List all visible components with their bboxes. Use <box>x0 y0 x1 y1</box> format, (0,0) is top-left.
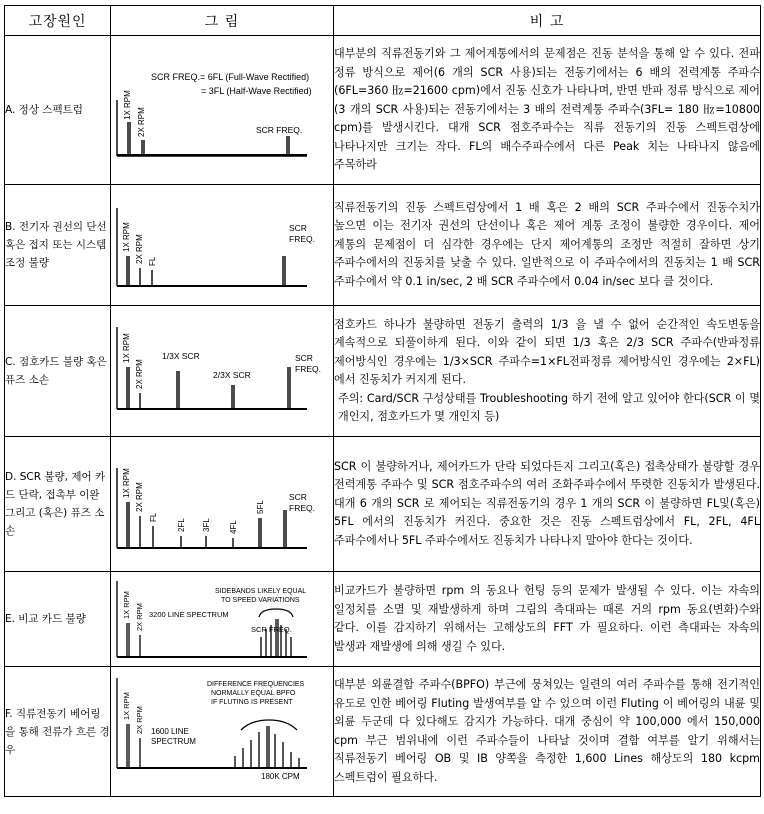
label-1x-rpm: 1X RPM <box>122 591 131 619</box>
figure-cell <box>111 667 334 797</box>
label-scr: SCR <box>289 223 307 233</box>
table-row <box>5 185 761 306</box>
spectrum-figure <box>111 40 333 180</box>
label-1x-rpm: 1X RPM <box>122 222 131 252</box>
label-2fl: 2FL <box>177 518 186 532</box>
label-1-3x-scr: 1/3X SCR <box>162 351 200 361</box>
spectrum-figure <box>111 307 333 435</box>
label-2x-rpm: 2X RPM <box>135 706 144 734</box>
label-2x-rpm: 2X RPM <box>135 603 144 631</box>
label-3fl: 3FL <box>202 518 211 532</box>
label-2-3x-scr: 2/3X SCR <box>213 370 251 380</box>
cause-cell: B. 전기자 권선의 단선 혹은 접지 또는 시스템 조정 불량 <box>5 185 111 306</box>
remark-cell <box>334 306 761 437</box>
spectrum-figure <box>111 186 333 304</box>
remark-cell: 대부분 외륜결함 주파수(BPFO) 부근에 뭉쳐있는 일련의 여러 주파수를 통해 전기적인 유도로 인한 베어링 Fluting 발생여부를 알 수 있으며 이런 Fluting 이 베어링의 내륜 및 외륜 두군데 다 있다해도 감지가 가능하다. 대개 중심이 약 100,000 에서 150,000 cpm 부근 범위내에 이런 주파수들이 나타날 것이며 결함 여부를 알기 위해서는 직류전동기 베어링 OB 및 IB 양쪽을 측정한 1,600 Lines 해상도의 180 kcpm 스펙트럼이 필요하다. <box>334 667 761 797</box>
figure-cell <box>111 572 334 667</box>
label-scr-freq: SCR FREQ. <box>256 125 303 135</box>
table-row <box>5 572 761 667</box>
label-1x-rpm: 1X RPM <box>122 333 131 363</box>
label-2x-rpm: 2X RPM <box>135 234 144 264</box>
header-cause: 고장원인 <box>5 6 111 36</box>
label-scr: SCR <box>289 492 307 502</box>
label-fl: FL <box>149 512 158 522</box>
spectrum-figure <box>111 438 333 570</box>
cause-cell: F. 직류전동기 베어링을 통해 전류가 흐른 경우 <box>5 667 111 797</box>
figure-cell <box>111 36 334 185</box>
remark-cell: 직류전동기의 진동 스펙트럼상에서 1 배 혹은 2 배의 SCR 주파수에서 진동수치가 높으면 이는 전기자 권선의 단선이나 혹은 제어 계통 조정이 불량한 경우이다. 제어 계통의 문제점이 더 심각한 경우에는 단지 제어계통의 조정만 적절히 잘하면 상기 주파수에서의 진동치를 낮출 수 있다. 일반적으로 이 주파수에서의 진동치는 1 배 SCR 주파수에서 약 0.1 in/sec, 2 배 SCR 주파수에서 0.04 in/sec 보다 클 것이다. <box>334 185 761 306</box>
cause-cell: D. SCR 불량, 제어 카드 단락, 접촉부 이완 그리고 (혹은) 퓨즈 소손 <box>5 437 111 572</box>
label-1x-rpm: 1X RPM <box>122 692 131 720</box>
formula-line-1: SCR FREQ.= 6FL (Full-Wave Rectified) <box>151 72 310 82</box>
label-2x-rpm: 2X RPM <box>135 482 144 512</box>
label-1600-line: 1600 LINE <box>151 727 189 736</box>
label-2x-rpm: 2X RPM <box>137 107 146 137</box>
peak-2x <box>142 140 144 156</box>
label-freq: FREQ. <box>289 234 315 244</box>
peak-1x <box>128 122 130 156</box>
label-180k-cpm: 180K CPM <box>261 772 300 781</box>
remark-cell: SCR 이 불량하거나, 제어카드가 단락 되었다든지 그리고(혹은) 접촉상태가 불량할 경우 전력계통 주파수 및 SCR 점호주파수의 여러 조화주파수에서 뚜렷한 진동치가 발생된다. 대개 6 개의 SCR 로 제어되는 직류전동기의 경우 1 개의 SCR 이 불량하면 FL및(혹은) 5FL 에서의 진동치가 커진다. 중요한 것은 진동 스펙트럼상에서 FL, 2FL, 4FL 주파수에서나 5FL 주파수에서도 진동치가 나타나지 말아야 한다는 것이다. <box>334 437 761 572</box>
figure-cell <box>111 306 334 437</box>
table-row <box>5 667 761 797</box>
figure-cell <box>111 185 334 306</box>
cause-cell: A. 정상 스펙트럼 <box>5 36 111 185</box>
spectrum-figure <box>111 668 333 795</box>
troubleshooting-table <box>4 5 761 797</box>
remark-text: 점호카드 하나가 불량하면 전동기 출력의 1/3 을 낼 수 없어 순간적인 속도변동을 계속적으로 되풀이하게 된다. 이와 같이 되면 1/3 혹은 2/3 SCR 주파수(반파정류 제어방식인 경우에는 1/3×SCR 주파수=1×FL전파정류 제어방식인 경우에는 2×FL)에서 진동치가 커지게 된다. <box>334 317 760 386</box>
label-1x-rpm: 1X RPM <box>123 90 132 120</box>
label-difference-3: IF FLUTING IS PRESENT <box>211 699 293 706</box>
table-row <box>5 437 761 572</box>
label-sidebands-1: SIDEBANDS LIKELY EQUAL <box>215 588 307 595</box>
label-scr-freq: SCR FREQ. <box>251 625 292 634</box>
header-figure: 그 림 <box>111 6 334 36</box>
label-spectrum: SPECTRUM <box>151 737 196 746</box>
label-fl: FL <box>148 256 157 266</box>
label-difference-1: DIFFERENCE FREQUENCIES <box>207 681 305 688</box>
label-5fl: 5FL <box>256 500 265 514</box>
remark-cell: 대부분의 직류전동기와 그 제어계통에서의 문제점은 진동 분석을 통해 알 수 있다. 전파 정류 방식으로 제어(6 개의 SCR 사용)되는 전동기에서는 6 배의 전력계통 주파수(6FL=360 ㎐=21600 cpm)에서 진동 신호가 나타나며, 반면 반파 정류 방식으로 제어(3 개의 SCR 사용)되는 전동기에서는 3 배의 전력계통 주파수(3FL= 180 ㎐=10800 cpm)를 발생시킨다. 대개 SCR 점호주파수는 직류 전동기의 진동 스펙트럼상에 나타나지만 크기는 작다. FL의 배수주파수에서 다른 Peak 치는 나타나지 않음에 주목하라 <box>334 36 761 185</box>
label-sidebands-2: TO SPEED VARIATIONS <box>221 597 300 604</box>
label-scr: SCR <box>295 353 313 363</box>
label-freq: FREQ. <box>289 503 315 513</box>
peak-scr <box>287 136 289 156</box>
label-difference-2: NORMALLY EQUAL BPFO <box>211 690 296 697</box>
header-row <box>5 6 761 36</box>
label-1x-rpm: 1X RPM <box>122 468 131 498</box>
table-row <box>5 36 761 185</box>
cause-cell: C. 점호카드 불량 혹은 퓨즈 소손 <box>5 306 111 437</box>
spectrum-figure <box>111 573 333 665</box>
table-row <box>5 306 761 437</box>
header-remarks: 비 고 <box>334 6 761 36</box>
label-4fl: 4FL <box>229 520 238 534</box>
label-2x-rpm: 2X RPM <box>135 359 144 389</box>
label-freq: FREQ. <box>295 364 321 374</box>
label-3200-line: 3200 LINE SPECTRUM <box>149 610 229 619</box>
figure-cell <box>111 437 334 572</box>
cause-cell: E. 비교 카드 불량 <box>5 572 111 667</box>
formula-line-2: = 3FL (Half-Wave Rectified) <box>201 86 312 96</box>
remark-cell: 비교카드가 불량하면 rpm 의 동요나 헌팅 등의 문제가 발생될 수 있다. 이는 자속의 일정치를 소멸 및 재발생하게 하며 그림의 측대파는 때론 거의 rpm 동요(변화)수와 같다. 이를 감지하기 위해서는 고해상도의 FFT 가 필요하다. 이런 측대파는 자속의 발생과 재발생에 의해 생길 수 있다. <box>334 572 761 667</box>
remark-note: 주의: Card/SCR 구성상태를 Troubleshooting 하기 전에 알고 있어야 한다(SCR 이 몇 개인지, 점호카드가 몇 개인지 등) <box>338 391 760 423</box>
